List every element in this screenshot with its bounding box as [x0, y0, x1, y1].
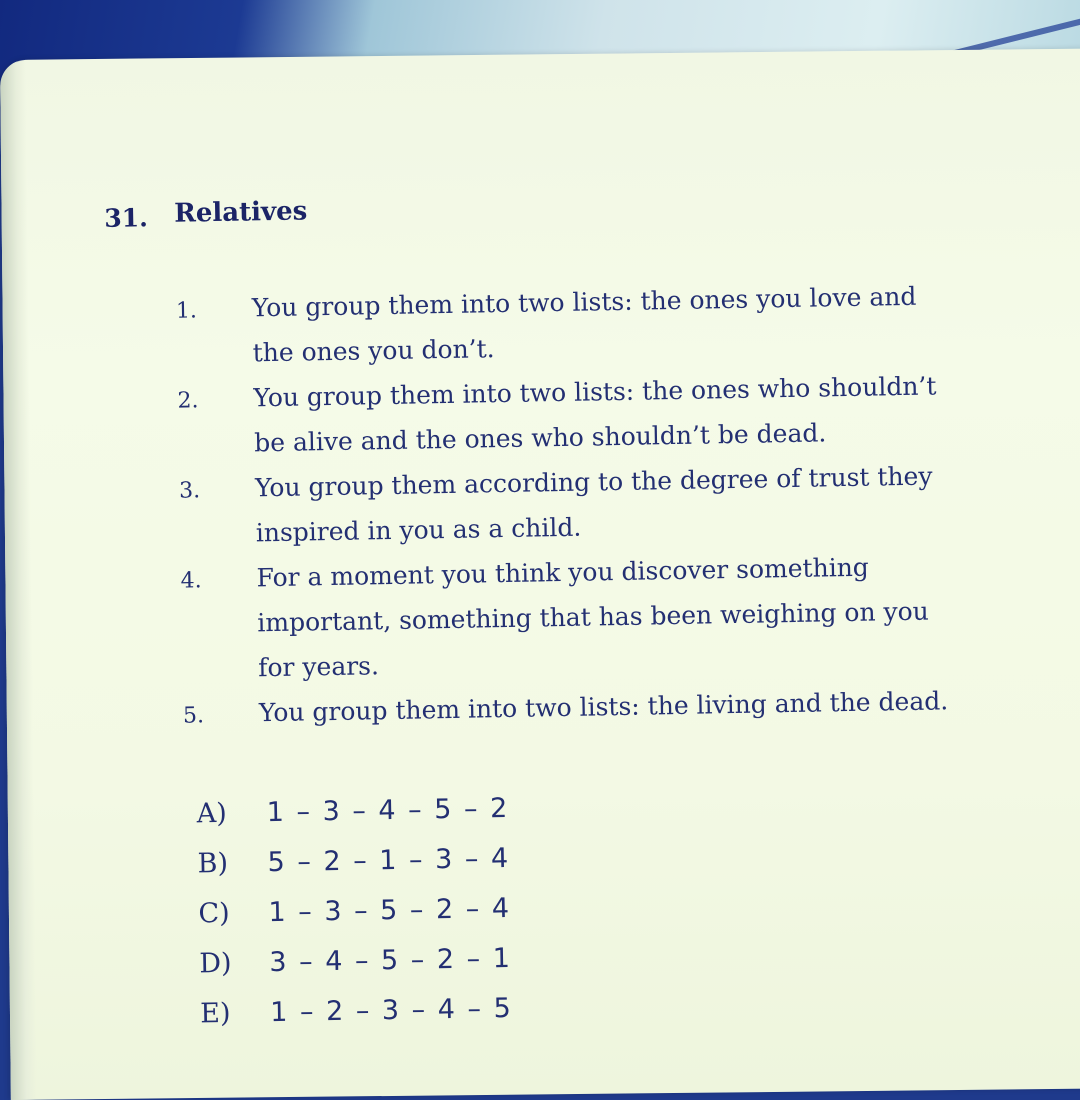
statement-item [178, 543, 960, 692]
statement-text: You group them into two lists: the living and the dead. [258, 686, 949, 728]
answer-option-d [199, 942, 513, 998]
statement-number: 3. [178, 478, 201, 504]
statement-item [175, 363, 956, 467]
answer-option-b [197, 842, 511, 898]
answer-option-e [199, 992, 514, 1048]
question-title: Relatives [173, 196, 308, 229]
option-sequence: 5 – 2 – 1 – 3 – 4 [267, 842, 511, 879]
statement-list [174, 273, 962, 737]
option-sequence: 1 – 2 – 3 – 4 – 5 [269, 992, 514, 1029]
answer-option-c [198, 892, 512, 948]
answer-option-a [196, 792, 510, 848]
option-sequence: 1 – 3 – 5 – 2 – 4 [268, 892, 512, 929]
option-letter: A) [196, 797, 228, 830]
statement-number: 4. [180, 568, 202, 594]
statement-number: 5. [182, 703, 205, 729]
option-sequence: 3 – 4 – 5 – 2 – 1 [269, 942, 513, 979]
statement-number: 1. [175, 298, 198, 324]
answer-options [196, 792, 514, 1048]
option-letter: D) [199, 947, 232, 980]
question-number: 31. [104, 203, 149, 233]
statement-text: You group them into two lists: the ones you love and the ones you don’t. [251, 281, 917, 368]
statement-text: You group them according to the degree of trust they inspired in you as a child. [254, 461, 933, 548]
option-letter: C) [198, 897, 230, 930]
statement-item [174, 273, 955, 377]
statement-number: 2. [177, 388, 199, 414]
statement-item [177, 453, 958, 557]
option-letter: E) [199, 997, 231, 1030]
statement-text: For a moment you think you discover something important, something that has been weighing on you for years. [256, 552, 930, 683]
statement-text: You group them into two lists: the ones who shouldn’t be alive and the ones who shouldn’t be dead. [253, 371, 937, 458]
option-sequence: 1 – 3 – 4 – 5 – 2 [266, 792, 510, 829]
option-letter: B) [197, 847, 229, 880]
